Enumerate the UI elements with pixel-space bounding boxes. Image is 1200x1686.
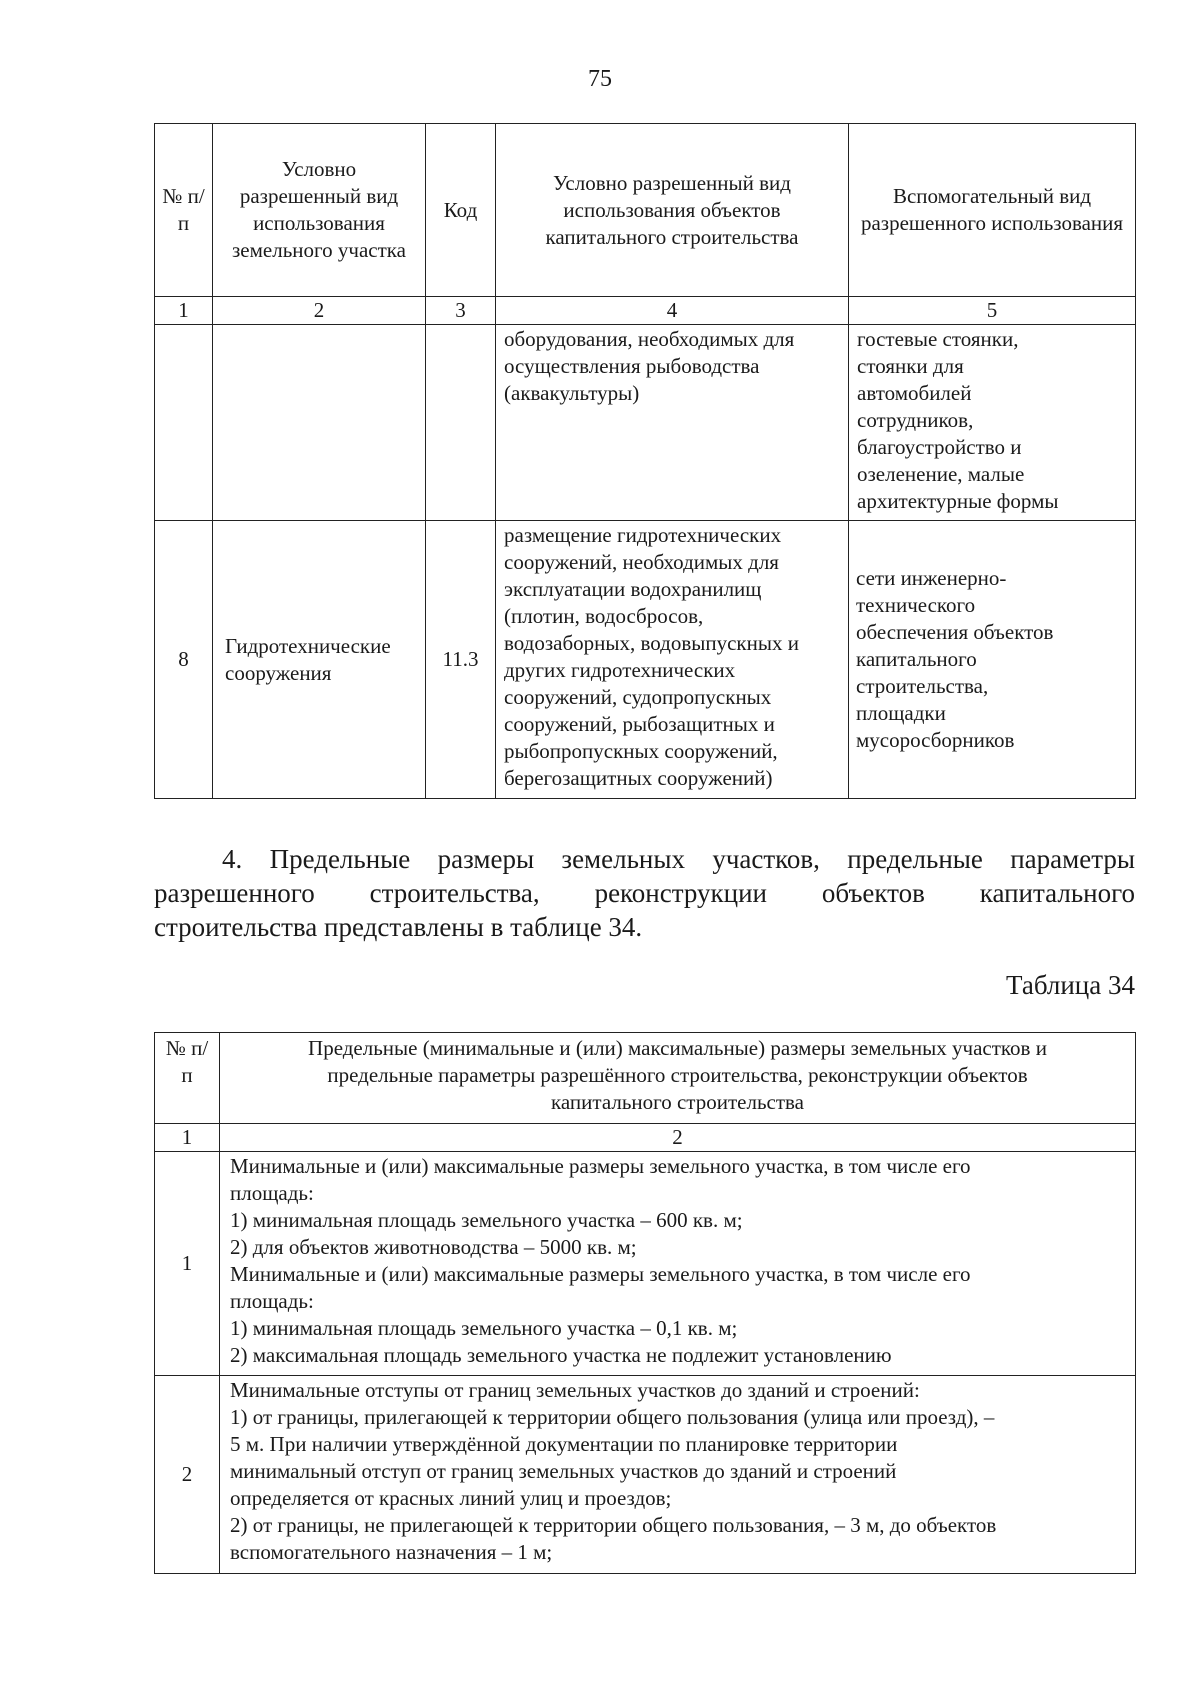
col-number: 1 — [155, 297, 213, 325]
text-line: площадки — [856, 701, 946, 725]
text-line: 1) от границы, прилегающей к территории общего пользования (улица или проезд), – — [230, 1405, 995, 1429]
table1-header-row — [155, 124, 1136, 297]
text-line: (плотин, водосбросов, — [504, 604, 704, 628]
text-line: 1) минимальная площадь земельного участка – 0,1 кв. м; — [230, 1316, 738, 1340]
header-code: Код — [426, 124, 496, 297]
table-caption: Таблица 34 — [1006, 970, 1135, 1000]
text-line: озеленение, малые — [857, 462, 1025, 486]
text-line: берегозащитных сооружений) — [504, 766, 773, 790]
table-permitted-uses — [154, 123, 1136, 799]
text-line: эксплуатации водохранилищ — [504, 577, 762, 601]
header-limits — [220, 1033, 1136, 1124]
text-line: Гидротехнические — [225, 633, 391, 658]
text-line: строительства, — [856, 674, 989, 698]
paragraph-section-4 — [154, 842, 1135, 944]
table1-column-numbers — [155, 297, 1136, 325]
text-line: капитального строительства — [551, 1090, 804, 1114]
text-line: сооружения — [225, 660, 332, 685]
table-limits — [154, 1032, 1136, 1574]
text-line: других гидротехнических — [504, 658, 736, 682]
paragraph-line: разрешенного строительства, реконструкции объектов капитального — [154, 878, 1135, 908]
row-num: 1 — [155, 1152, 220, 1376]
row-cont-capital-use — [496, 325, 849, 521]
row8-land-use — [213, 521, 426, 799]
row-cont-code — [426, 325, 496, 521]
header-num: № п/п — [155, 124, 213, 297]
paragraph-line: строительства представлены в таблице 34. — [154, 912, 643, 942]
header-num: № п/п — [155, 1033, 220, 1124]
text-line: сотрудников, — [857, 408, 974, 432]
col-number: 2 — [213, 297, 426, 325]
row-cont-aux-use — [849, 325, 1136, 521]
text-line: площадь: — [230, 1289, 314, 1313]
text-line: сооружений, необходимых для — [504, 550, 779, 574]
text-line: обеспечения объектов — [856, 620, 1054, 644]
text-line: 2) максимальная площадь земельного участка не подлежит установлению — [230, 1343, 892, 1367]
text-line: размещение гидротехнических — [504, 523, 782, 547]
table-row — [155, 1152, 1136, 1376]
header-land-use: Условно разрешенный вид использования земельного участка — [213, 124, 426, 297]
text-line: сети инженерно- — [856, 566, 1007, 590]
text-line: рыбопропускных сооружений, — [504, 739, 778, 763]
table-row — [155, 1376, 1136, 1574]
header-capital-use: Условно разрешенный вид использования объектов капитального строительства — [496, 124, 849, 297]
row8-num: 8 — [155, 521, 213, 799]
text-line: 5 м. При наличии утверждённой документации по планировке территории — [230, 1432, 898, 1456]
row-text — [220, 1376, 1136, 1574]
text-line: оборудования, необходимых для — [504, 327, 795, 351]
col-number: 5 — [849, 297, 1136, 325]
text-line: архитектурные формы — [857, 489, 1059, 513]
row-text — [220, 1152, 1136, 1376]
col-number: 4 — [496, 297, 849, 325]
table-row — [155, 521, 1136, 799]
text-line: Минимальные и (или) максимальные размеры земельного участка, в том числе его — [230, 1154, 971, 1178]
text-line: Минимальные и (или) максимальные размеры земельного участка, в том числе его — [230, 1262, 971, 1286]
text-line: водозаборных, водовыпускных и — [504, 631, 799, 655]
text-line: сооружений, судопропускных — [504, 685, 772, 709]
col-number: 1 — [155, 1124, 220, 1152]
text-line: 2) от границы, не прилегающей к территории общего пользования, – 3 м, до объектов — [230, 1513, 997, 1537]
row-cont-land-use — [213, 325, 426, 521]
text-line: предельные параметры разрешённого строительства, реконструкции объектов — [327, 1063, 1028, 1087]
header-aux-use: Вспомогательный вид разрешенного использования — [849, 124, 1136, 297]
text-line: сооружений, рыбозащитных и — [504, 712, 775, 736]
text-line: автомобилей — [857, 381, 972, 405]
text-line: Минимальные отступы от границ земельных участков до зданий и строений: — [230, 1378, 920, 1402]
text-line: 2) для объектов животноводства – 5000 кв. м; — [230, 1235, 637, 1259]
col-number: 2 — [220, 1124, 1136, 1152]
text-line: осуществления рыбоводства — [504, 354, 760, 378]
text-line: 1) минимальная площадь земельного участка – 600 кв. м; — [230, 1208, 743, 1232]
page-number: 75 — [588, 66, 612, 92]
text-line: минимальный отступ от границ земельных участков до зданий и строений — [230, 1459, 897, 1483]
col-number: 3 — [426, 297, 496, 325]
text-line: площадь: — [230, 1181, 314, 1205]
row8-code: 11.3 — [426, 521, 496, 799]
text-line: Предельные (минимальные и (или) максимальные) размеры земельных участков и — [308, 1036, 1047, 1060]
text-line: мусоросборников — [856, 728, 1015, 752]
text-line: гостевые стоянки, — [857, 327, 1019, 351]
row-num: 2 — [155, 1376, 220, 1574]
text-line: вспомогательного назначения – 1 м; — [230, 1540, 553, 1564]
text-line: капитального — [856, 647, 977, 671]
paragraph-line: 4. Предельные размеры земельных участков, предельные параметры — [222, 844, 1135, 874]
table-row — [155, 325, 1136, 521]
table2-column-numbers — [155, 1124, 1136, 1152]
row8-aux-use — [849, 521, 1136, 799]
text-line: определяется от красных линий улиц и проездов; — [230, 1486, 672, 1510]
row-cont-num — [155, 325, 213, 521]
text-line: благоустройство и — [857, 435, 1022, 459]
text-line: (аквакультуры) — [504, 381, 640, 405]
text-line: стоянки для — [857, 354, 964, 378]
row8-capital-use — [496, 521, 849, 799]
table2-header-row — [155, 1033, 1136, 1124]
text-line: технического — [856, 593, 976, 617]
